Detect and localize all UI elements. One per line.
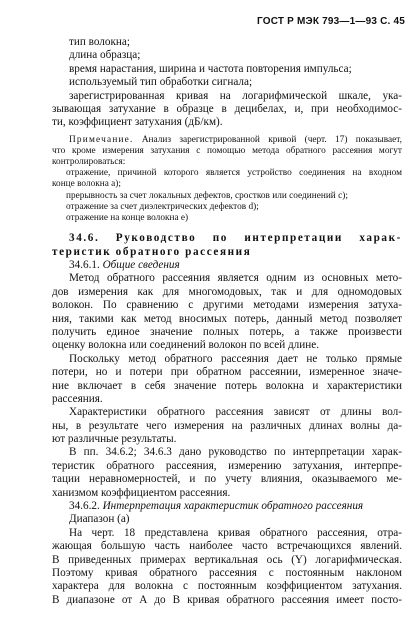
- note-line: конце волокна а);: [52, 179, 121, 190]
- curve-paragraph: [52, 90, 402, 130]
- section-title: 34.6. Руководство по интерпретации харак-: [69, 232, 402, 245]
- text-line: оценку волокна или соединений волокон по всей длине.: [52, 339, 320, 352]
- text-line: Метод обратного рассеяния является одним из основных мето-: [69, 272, 402, 285]
- list-item: время нарастания, ширина и частота повторения импульса;: [69, 62, 352, 75]
- section-34-6: [52, 232, 402, 500]
- subsection-heading: [52, 500, 402, 513]
- page-header: ГОСТ Р МЭК 793—1—93 С. 45: [257, 16, 405, 27]
- paragraph: [52, 446, 402, 500]
- text-line: Поэтому кривая обратного рассеяния с постоянным наклоном: [52, 567, 402, 579]
- text-line: ти, коэффициент затухания (дБ/км).: [52, 116, 223, 129]
- note-block: [52, 135, 402, 225]
- text-line: теристик обратного рассеяния, измерению затухания, интерпре-: [52, 459, 402, 472]
- text-line: В приведенных примерах вертикальная ось (Y) логарифмическая.: [52, 553, 402, 566]
- measurement-list: [52, 36, 402, 90]
- section-34-6-2: [52, 500, 402, 607]
- note-title: Примечание.: [69, 134, 134, 145]
- text-line: ют различные результаты.: [52, 433, 177, 446]
- text-line: Характеристики обратного рассеяния зависят от длины вол-: [69, 406, 402, 419]
- text-line: жающая большую часть наиболее часто встречающихся явлений.: [52, 540, 402, 553]
- list-item: длина образца;: [69, 49, 141, 62]
- range-label: Диапазон (а): [69, 513, 130, 526]
- note-text: Анализ зарегистрированной кривой (черт. 17) показывает,: [141, 134, 402, 145]
- text-line: ние включает в себя значение потерь волокна и характеристики: [52, 379, 402, 392]
- text-line: На черт. 18 представлена кривая обратного рассеяния, отра-: [69, 526, 402, 539]
- note-line: контролироваться:: [52, 157, 126, 168]
- text-line: волокон. По сравнению с другими методами измерения затуха-: [52, 299, 402, 312]
- text-line: тации неравномерностей, и по учету влияния, оказываемого ме-: [52, 473, 402, 486]
- note-line: отражение, причиной которого является устройство соединения на входном: [66, 168, 402, 179]
- note-line: что кроме измерения затухания с помощью метода обратного рассеяния могут: [52, 145, 402, 156]
- paragraph: [52, 272, 402, 352]
- text-line: зывающая затухание в образце в децибелах, и, при необходимос-: [52, 102, 402, 115]
- text-line: ния, такими как метод вносимых потерь, данный метод позволяет: [52, 312, 402, 325]
- subsection-title: Интерпретация характеристик обратного рассеяния: [102, 500, 364, 513]
- text-line: рассеяния.: [52, 392, 103, 405]
- page-content: [52, 36, 402, 607]
- text-line: зарегистрированная кривая на логарифмической шкале, ука-: [69, 89, 402, 102]
- note-first-line: [52, 135, 402, 146]
- text-line: дов измерения как для многомодовых, так и для одномодовых: [52, 285, 402, 298]
- text-line: ны, в результате чего измерения на различных длинах волны да-: [52, 419, 402, 432]
- paragraph: [52, 353, 402, 407]
- text-line: В диапазоне от А до В кривая обратного рассеяния имеет посто-: [52, 593, 402, 606]
- subsection-number: 34.6.2.: [69, 500, 100, 513]
- text-line: получить единое значение полных потерь, а также произвести: [52, 325, 402, 338]
- subsection-number: 34.6.1.: [69, 259, 100, 272]
- section-title: теристик обратного рассеяния: [52, 245, 252, 258]
- subsection-title: Общие сведения: [102, 259, 180, 272]
- paragraph: [52, 406, 402, 446]
- list-item: тип волокна;: [69, 36, 130, 48]
- list-item: используемый тип обработки сигнала;: [69, 76, 253, 89]
- text-line: В пп. 34.6.2; 34.6.3 дано руководство по интерпретации харак-: [69, 446, 402, 459]
- text-line: потери, но и потери при обратном рассеянии, измеренное значе-: [52, 366, 402, 379]
- note-line: прерывность за счет локальных дефектов, сростков или соединений с);: [66, 190, 348, 201]
- text-line: Поскольку метод обратного рассеяния дает не только прямые: [69, 352, 402, 365]
- paragraph: [52, 527, 402, 607]
- text-line: ханизмом коэффициентом рассеяния.: [52, 486, 231, 499]
- note-line: отражение на конце волокна е): [66, 213, 189, 224]
- subsection-heading: [52, 259, 402, 272]
- note-line: отражение за счет диэлектрических дефектов d);: [66, 201, 259, 212]
- text-line: характера для волокна с постоянным коэффициентом затухания.: [52, 580, 402, 593]
